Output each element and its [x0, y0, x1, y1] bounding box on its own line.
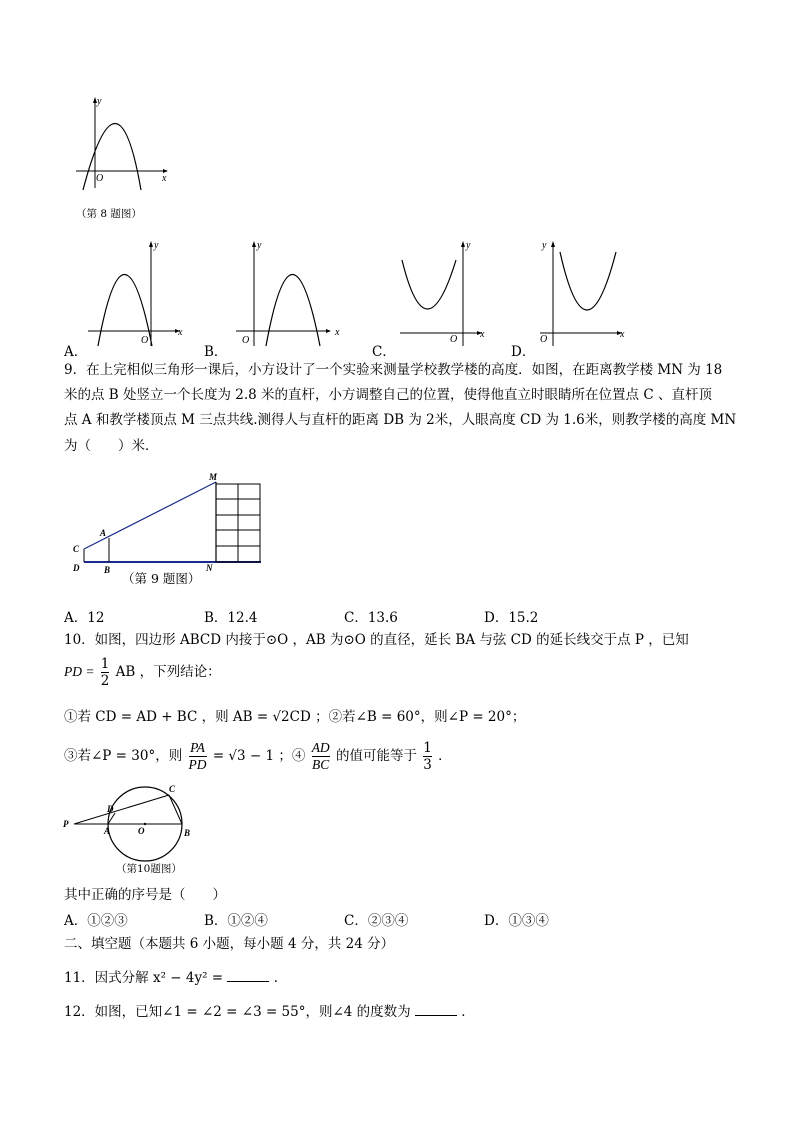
q8-option-c-graph	[398, 238, 494, 348]
svg-text:O: O	[540, 334, 548, 345]
q10-conclusion-3-4: ③若∠P = 30°，则 $\frac{PA}{PD}$ = √3 − 1 ；④ $\frac{AD}{BC}$ 的值可能等于 $\frac{1}{3}$ ．	[64, 740, 452, 773]
q8-option-b-graph	[234, 238, 346, 348]
one-half-fraction: $\frac{1}{2}$	[100, 656, 110, 689]
q10-option-a[interactable]: A．①②③	[64, 913, 128, 929]
svg-text:N: N	[206, 563, 213, 573]
q8-option-c-label[interactable]: C．	[372, 344, 396, 360]
svg-text:y: y	[257, 240, 262, 251]
q10-option-c[interactable]: C．②③④	[344, 913, 409, 929]
q8-option-d-label[interactable]: D．	[511, 344, 536, 360]
q12-answer-blank[interactable]	[415, 1003, 457, 1016]
svg-text:A: A	[100, 528, 107, 538]
q9-stem-line-3: 点 A 和教学楼顶点 M 三点共线.测得人与直杆的距离 DB 为 2米，人眼高度 CD 为 1.6米，则教学楼的高度 MN	[64, 412, 737, 428]
svg-text:D: D	[73, 563, 80, 573]
svg-text:M: M	[209, 472, 218, 482]
svg-text:y: y	[466, 240, 471, 251]
q9-stem-line-2: 米的点 B 处竖立一个长度为 2.8 米的直杆，小方调整自己的位置，使得他直立时眼睛所在位置点 C 、直杆顶	[64, 387, 712, 403]
ad-over-bc-fraction: $\frac{AD}{BC}$	[311, 740, 330, 772]
q9-option-a[interactable]: A．12	[64, 610, 105, 626]
svg-text:C: C	[73, 544, 80, 554]
q8-option-a-graph	[86, 238, 196, 348]
svg-text:y: y	[542, 240, 547, 251]
section-2-heading: 二、填空题（本题共 6 小题，每小题 4 分，共 24 分）	[64, 936, 395, 952]
q8-main-graph	[68, 92, 178, 192]
svg-text:O: O	[450, 334, 458, 345]
svg-text:O: O	[242, 335, 250, 346]
svg-text:A: A	[104, 826, 111, 836]
q10-question: 其中正确的序号是（ ）	[64, 887, 226, 903]
q9-figure	[66, 468, 266, 575]
q8-figure-caption: （第 8 题图）	[76, 208, 142, 220]
q12-line: 12．如图，已知∠1 = ∠2 = ∠3 = 55°，则∠4 的度数为 ．	[64, 1004, 475, 1020]
svg-text:y: y	[154, 240, 159, 251]
q10-figure	[60, 780, 200, 860]
q11-line: 11．因式分解 x² − 4y² = ．	[64, 970, 288, 986]
svg-text:B: B	[104, 565, 111, 575]
svg-text:x: x	[178, 327, 183, 338]
svg-text:O: O	[96, 173, 104, 184]
svg-text:B: B	[184, 828, 191, 838]
svg-text:x: x	[162, 173, 167, 184]
one-third-fraction: $\frac{1}{3}$	[423, 740, 432, 773]
q9-option-b[interactable]: B．12.4	[204, 610, 258, 626]
q10-option-d[interactable]: D．①③④	[484, 913, 549, 929]
q11-answer-blank[interactable]	[227, 969, 269, 982]
q10-conclusion-1-2: ①若 CD = AD + BC ，则 AB = √2CD ；②若∠B = 60°，则∠P = 20°；	[64, 709, 526, 725]
q9-stem-line-1: 9．在上完相似三角形一课后，小方设计了一个实验来测量学校教学楼的高度．如图，在距离教学楼 MN 为 18	[64, 362, 723, 378]
svg-text:C: C	[169, 784, 176, 794]
svg-text:D: D	[107, 804, 114, 814]
svg-text:x: x	[620, 329, 625, 340]
svg-text:y: y	[97, 96, 102, 107]
q10-stem-line-2: PD = $\frac{1}{2}$ AB ，下列结论：	[64, 656, 221, 689]
q9-option-d[interactable]: D．15.2	[484, 610, 539, 626]
svg-text:O: O	[141, 335, 149, 346]
q10-figure-caption: （第10题图）	[116, 863, 182, 875]
svg-text:x: x	[480, 329, 485, 340]
svg-text:O: O	[138, 826, 145, 836]
q10-stem-line-1: 10．如图，四边形 ABCD 内接于⊙O ，AB 为⊙O 的直径，延长 BA 与弦 CD 的延长线交于点 P ，已知	[64, 632, 689, 648]
q8-option-b-label[interactable]: B．	[204, 344, 228, 360]
q9-option-c[interactable]: C．13.6	[344, 610, 398, 626]
pa-over-pd-fraction: $\frac{PA}{PD}$	[188, 740, 207, 772]
q9-figure-caption: （第 9 题图）	[122, 571, 201, 586]
q8-option-d-graph	[538, 238, 634, 348]
q10-option-b[interactable]: B．①②④	[204, 913, 268, 929]
q8-option-a-label[interactable]: A．	[64, 344, 88, 360]
q9-stem-line-4: 为（ ）米．	[64, 438, 159, 454]
svg-text:P: P	[63, 819, 69, 829]
svg-text:x: x	[335, 327, 340, 338]
